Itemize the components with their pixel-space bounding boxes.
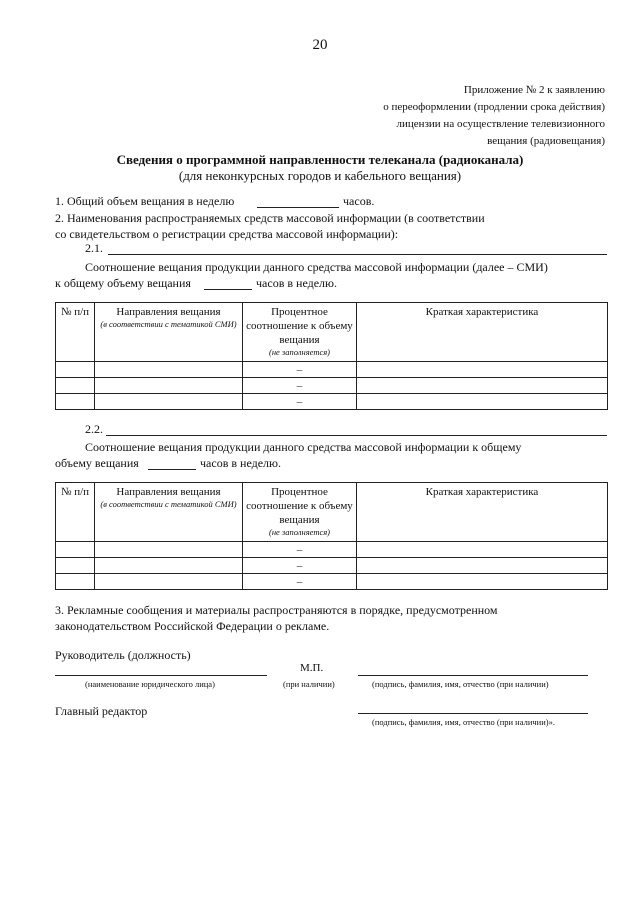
header-desc-label: Краткая характеристика — [425, 306, 539, 318]
item2-text — [55, 210, 607, 242]
page-number: 20 — [312, 37, 328, 53]
ratio-text: Соотношение вещания продукции данного средства массовой информации к общему — [85, 440, 522, 454]
header-direction — [95, 303, 243, 362]
header-direction — [95, 483, 243, 542]
weekly-hours-field[interactable] — [257, 207, 339, 208]
table-row — [56, 394, 608, 410]
percent-dash: – — [296, 379, 303, 392]
ratio-text: часов в неделю. — [256, 276, 337, 290]
cell-num[interactable] — [56, 394, 95, 410]
header-percent — [243, 483, 357, 542]
media-hours-field[interactable] — [204, 289, 252, 290]
ratio-text: часов в неделю. — [200, 456, 281, 470]
media-name-field[interactable] — [108, 254, 607, 255]
stamp-label: М.П. — [300, 662, 324, 674]
cell-num[interactable] — [56, 542, 95, 558]
cell-direction[interactable] — [95, 574, 243, 590]
head-position-label: Руководитель (должность) — [55, 648, 191, 662]
annex-line: вещания (радиовещания) — [487, 135, 605, 147]
ratio-text: к общему объему вещания — [55, 276, 191, 290]
annex-reference — [383, 82, 605, 150]
header-desc-label: Краткая характеристика — [425, 486, 539, 498]
header-percent-label: Процентное соотношение к объему вещания — [246, 486, 353, 526]
table-header-row — [56, 483, 608, 542]
subsection-number: 2.1. — [85, 241, 103, 255]
item2-line: 2. Наименования распространяемых средств массовой информации (в соответствии — [55, 211, 485, 225]
table-row — [56, 542, 608, 558]
cell-desc[interactable] — [357, 362, 608, 378]
cell-percent — [243, 394, 357, 410]
cell-desc[interactable] — [357, 378, 608, 394]
cell-direction[interactable] — [95, 378, 243, 394]
header-desc — [357, 303, 608, 362]
table-row — [56, 378, 608, 394]
header-direction-label: Направления вещания — [116, 486, 221, 498]
media-name-field[interactable] — [106, 435, 607, 436]
header-percent-note: (не заполняется) — [268, 347, 331, 357]
percent-dash: – — [296, 575, 303, 588]
annex-line: о переоформлении (продлении срока действия) — [383, 101, 605, 113]
document-title: Сведения о программной направленности телеканала (радиоканала) — [116, 152, 524, 167]
ratio-text: объему вещания — [55, 456, 139, 470]
cell-direction[interactable] — [95, 542, 243, 558]
cell-percent — [243, 542, 357, 558]
header-percent-note: (не заполняется) — [268, 527, 331, 537]
document-subtitle: (для неконкурсных городов и кабельного вещания) — [178, 168, 462, 183]
annex-line: лицензии на осуществление телевизионного — [396, 118, 605, 130]
broadcast-direction-table — [55, 302, 608, 410]
header-num-label: № п/п — [60, 486, 90, 498]
table-header-row — [56, 303, 608, 362]
percent-dash: – — [296, 543, 303, 556]
header-percent — [243, 303, 357, 362]
cell-direction[interactable] — [95, 362, 243, 378]
item3-text: законодательством Российской Федерации о рекламе. — [55, 619, 330, 633]
subsection-number: 2.2. — [85, 422, 103, 436]
table-row — [56, 362, 608, 378]
cell-num[interactable] — [56, 558, 95, 574]
percent-dash: – — [296, 363, 303, 376]
cell-direction[interactable] — [95, 394, 243, 410]
broadcast-direction-table — [55, 482, 608, 590]
editor-signature-line[interactable] — [358, 713, 588, 714]
item1-suffix: часов. — [343, 194, 375, 208]
cell-desc[interactable] — [357, 558, 608, 574]
ratio-text: Соотношение вещания продукции данного средства массовой информации (далее – СМИ) — [85, 260, 548, 274]
if-any-caption: (при наличии) — [283, 679, 335, 689]
cell-desc[interactable] — [357, 574, 608, 590]
header-percent-label: Процентное соотношение к объему вещания — [246, 306, 353, 346]
cell-direction[interactable] — [95, 558, 243, 574]
table-row — [56, 574, 608, 590]
item2-line: со свидетельством о регистрации средства массовой информации): — [55, 227, 399, 241]
cell-percent — [243, 558, 357, 574]
item1-label: 1. Общий объем вещания в неделю — [55, 194, 235, 208]
cell-num[interactable] — [56, 378, 95, 394]
header-direction-label: Направления вещания — [116, 306, 221, 318]
editor-signature-caption: (подпись, фамилия, имя, отчество (при наличии)». — [372, 717, 555, 727]
header-direction-note: (в соответствии с тематикой СМИ) — [100, 499, 237, 509]
table-row — [56, 558, 608, 574]
head-signature-line[interactable] — [358, 675, 588, 676]
header-direction-note: (в соответствии с тематикой СМИ) — [100, 319, 237, 329]
cell-desc[interactable] — [357, 394, 608, 410]
cell-num[interactable] — [56, 574, 95, 590]
percent-dash: – — [296, 395, 303, 408]
header-num — [56, 483, 95, 542]
annex-line: Приложение № 2 к заявлению — [463, 84, 605, 96]
cell-percent — [243, 574, 357, 590]
editor-label: Главный редактор — [55, 704, 148, 718]
cell-desc[interactable] — [357, 542, 608, 558]
legal-entity-line[interactable] — [55, 675, 267, 676]
header-num — [56, 303, 95, 362]
percent-dash: – — [296, 559, 303, 572]
cell-num[interactable] — [56, 362, 95, 378]
media-hours-field[interactable] — [148, 469, 196, 470]
cell-percent — [243, 378, 357, 394]
header-num-label: № п/п — [60, 306, 90, 318]
header-desc — [357, 483, 608, 542]
cell-percent — [243, 362, 357, 378]
legal-entity-caption: (наименование юридического лица) — [85, 679, 215, 689]
item3-text: 3. Рекламные сообщения и материалы распространяются в порядке, предусмотренном — [55, 603, 498, 617]
signature-caption: (подпись, фамилия, имя, отчество (при наличии) — [372, 679, 549, 689]
